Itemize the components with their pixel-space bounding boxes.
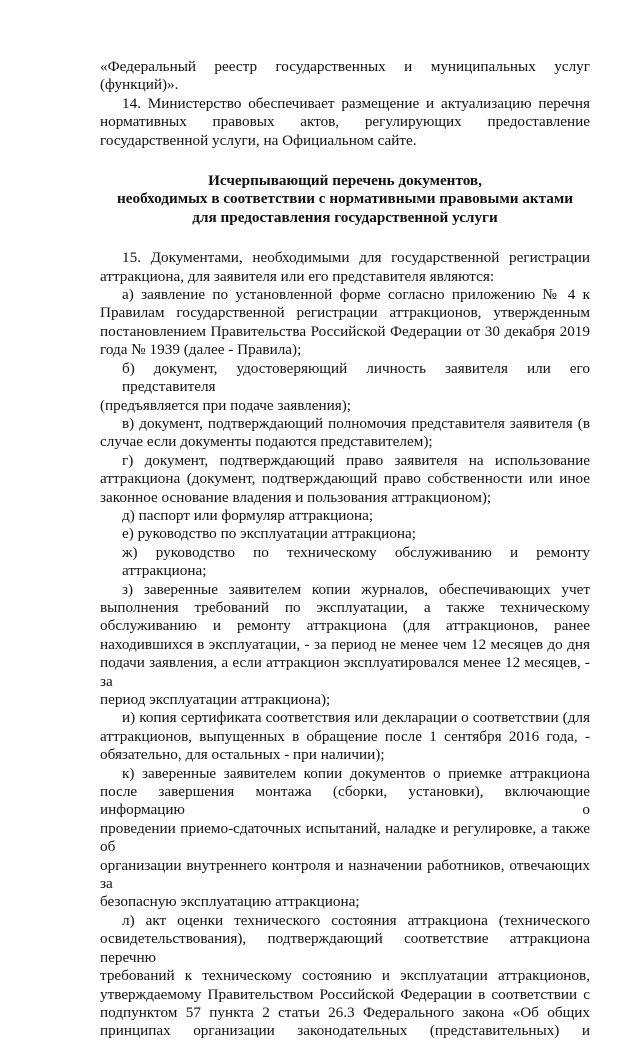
heading-line-1: необходимых в соответствии с нормативными правовыми актами	[117, 190, 573, 208]
body-line-34: подпунктом 57 пункта 2 статьи 26.3 Федерального закона «Об общих	[100, 1003, 590, 1021]
body-line-9: случае если документы подаются представителем);	[100, 433, 433, 451]
body-line-31: освидетельствования), подтверждающий соответствие аттракциона перечню	[100, 930, 590, 966]
body-line-1: аттракциона, для заявителя или его представителя являются:	[100, 267, 495, 285]
body-line-15: ж) руководство по техническому обслуживанию и ремонту аттракциона;	[122, 543, 590, 580]
body-line-10: г) документ, подтверждающий право заявителя на использование	[122, 451, 590, 469]
intro-line-2: нормативных правовых актов, регулирующих предоставление	[100, 113, 590, 131]
body-line-30: л) акт оценки технического состояния аттракциона (технического	[122, 911, 590, 929]
body-line-6: б) документ, удостоверяющий личность заявителя или его представителя	[122, 359, 590, 396]
section-heading	[100, 172, 590, 227]
body-line-2: а) заявление по установленной форме согласно приложению № 4 к	[122, 286, 590, 304]
intro-line-0: «Федеральный реестр государственных и муниципальных услуг (функций)».	[100, 58, 590, 94]
body-line-18: обслуживанию и ремонту аттракциона (для аттракционов, ранее	[100, 617, 590, 635]
body-line-20: подачи заявления, а если аттракцион эксплуатировался менее 12 месяцев, - за	[100, 654, 590, 690]
body-line-11: аттракциона (документ, подтверждающий право собственности или иное	[100, 470, 590, 488]
body-line-25: к) заверенные заявителем копии документов о приемке аттракциона	[122, 764, 590, 782]
body-line-3: Правилам государственной регистрации аттракционов, утвержденным	[100, 304, 590, 322]
body-block	[100, 249, 590, 1040]
body-line-0: 15. Документами, необходимыми для государственной регистрации	[122, 249, 590, 267]
document-content	[100, 58, 590, 1041]
body-line-7: (предъявляется при подаче заявления);	[100, 396, 352, 414]
body-line-8: в) документ, подтверждающий полномочия представителя заявителя (в	[122, 414, 590, 432]
body-line-27: проведении приемо-сдаточных испытаний, наладке и регулировке, а также об	[100, 819, 590, 856]
body-line-16: з) заверенные заявителем копии журналов, обеспечивающих учет	[122, 580, 590, 598]
body-line-33: утверждаемому Правительством Российской Федерации в соответствии с	[100, 985, 590, 1003]
body-line-26: после завершения монтажа (сборки, установки), включающие информацию о	[100, 783, 590, 819]
body-line-4: постановлением Правительства Российской Федерации от 30 декабря 2019	[100, 322, 590, 340]
body-line-21: период эксплуатации аттракциона);	[100, 691, 331, 708]
intro-block	[100, 58, 590, 150]
intro-line-1: 14. Министерство обеспечивает размещение и актуализацию перечня	[122, 94, 590, 112]
body-line-22: и) копия сертификата соответствия или декларации о соответствии (для	[122, 709, 590, 727]
body-line-14: е) руководство по эксплуатации аттракциона;	[122, 525, 416, 543]
body-line-29: безопасную эксплуатацию аттракциона;	[100, 893, 360, 911]
body-line-32: требований к техническому состоянию и эксплуатации аттракционов,	[100, 967, 590, 985]
body-line-28: организации внутреннего контроля и назначении работников, отвечающих за	[100, 856, 590, 893]
body-line-24: обязательно, для остальных - при наличии);	[100, 746, 385, 764]
body-line-19: находившихся в эксплуатации, - за период не менее чем 12 месяцев до дня	[100, 635, 590, 653]
heading-line-0: Исчерпывающий перечень документов,	[208, 172, 482, 190]
body-line-5: года № 1939 (далее - Правила);	[100, 341, 302, 359]
body-line-13: д) паспорт или формуляр аттракциона;	[122, 506, 374, 524]
body-line-35: принципах организации законодательных (представительных) и	[100, 1022, 590, 1040]
body-line-17: выполнения требований по эксплуатации, а также техническому	[100, 598, 590, 616]
body-line-12: законное основание владения и пользования аттракционом);	[100, 488, 492, 506]
body-line-23: аттракционов, выпущенных в обращение после 1 сентября 2016 года, -	[100, 727, 590, 745]
heading-line-2: для предоставления государственной услуги	[192, 208, 498, 226]
intro-line-3: государственной услуги, на Официальном сайте.	[100, 131, 417, 149]
